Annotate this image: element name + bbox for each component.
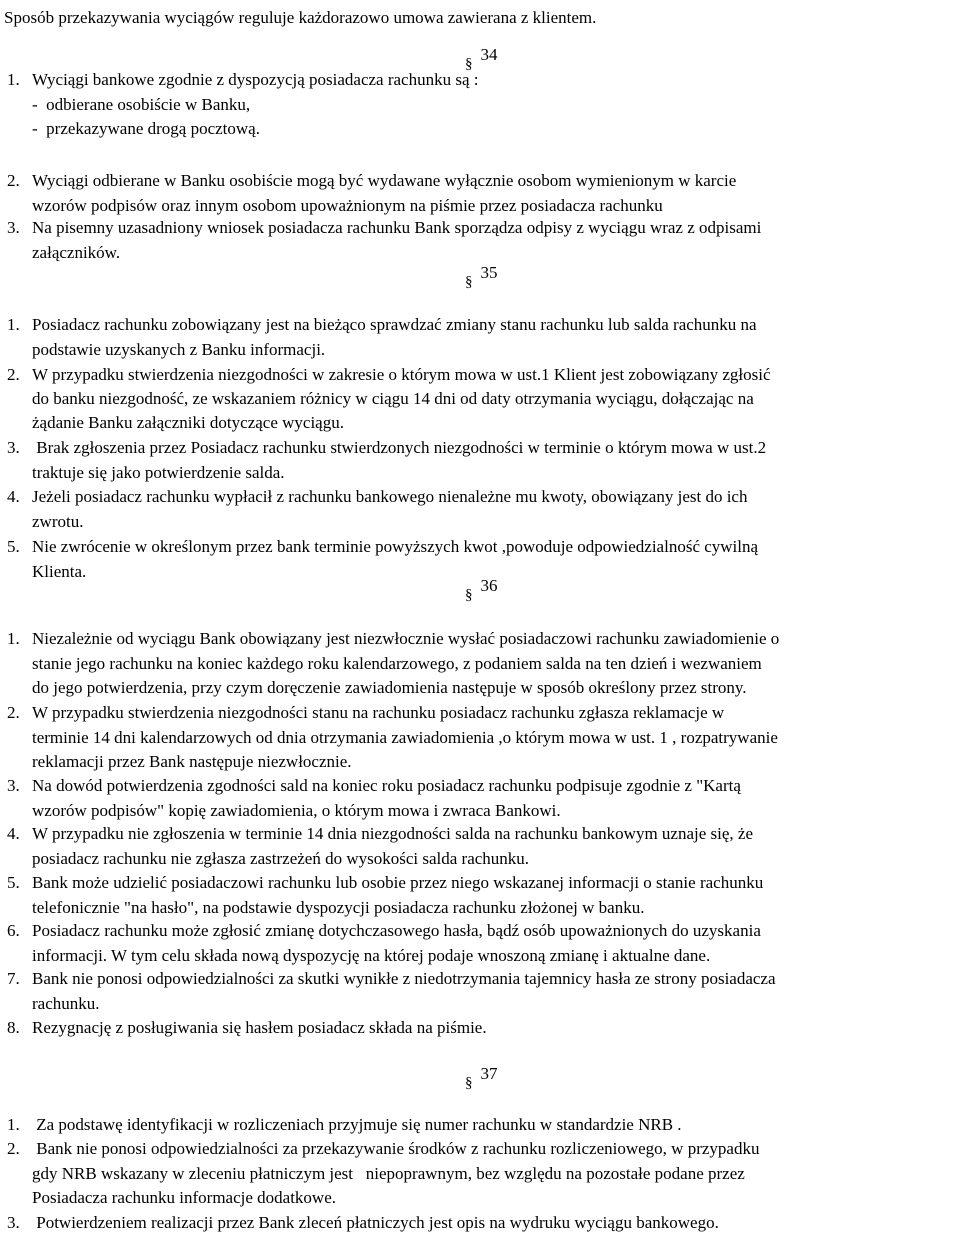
item-text-line: Klienta. [32,561,87,581]
item-number: 6. [7,921,20,940]
item-number: 2. [7,703,20,722]
item-number: 8. [7,1018,20,1037]
item-text-line: posiadacz rachunku nie zgłasza zastrzeżeń do wysokości salda rachunku. [32,848,530,868]
item-text-line: informacji. W tym celu składa nową dyspozycję na której podaje wnoszoną zmianę i aktualne dane. [32,945,711,965]
item-text-line: Bank może udzielić posiadaczowi rachunku lub osobie przez niego wskazanej informacji o stanie rachunku [32,873,764,892]
item-text-line: do jego potwierdzenia, przy czym doręczenie zawiadomienia następuje w sposób określony przez strony. [32,678,747,697]
item-text-line: zwrotu. [32,511,84,531]
item-number: 1. [7,70,20,89]
item-number: 3. [7,218,20,237]
item-text-line: do banku niezgodność, ze wskazaniem różnicy w ciągu 14 dni od daty otrzymania wyciągu, dołączając na [32,389,754,408]
item-text-line: Wyciągi bankowe zgodnie z dyspozycją posiadacza rachunku są : [32,70,479,89]
item-text-line: W przypadku stwierdzenia niezgodności stanu na rachunku posiadacz rachunku zgłasza reklamacje w [32,703,725,722]
item-number: 3. [7,776,20,795]
section-number: 37 [480,1064,498,1083]
item-number: 1. [7,629,20,648]
item-text-line: wzorów podpisów" kopię zawiadomienia, o którym mowa i zwraca Bankowi. [32,800,561,820]
item-text-line: Na dowód potwierdzenia zgodności sald na koniec roku posiadacz rachunku podpisuje zgodnie z "Kartą [32,776,741,795]
item-number: 4. [7,487,20,506]
item-number: 2. [7,171,20,190]
item-text-line: gdy NRB wskazany w zleceniu płatniczym jest niepoprawnym, bez względu na pozostałe podane przez [32,1163,745,1183]
section-number: 36 [480,576,498,595]
item-number: 7. [7,969,20,988]
section-symbol: § [465,1075,473,1091]
item-text-line: reklamacji przez Bank następuje niezwłocznie. [32,752,352,771]
item-text-line: Na pisemny uzasadniony wniosek posiadacza rachunku Bank sporządza odpisy z wyciągu wraz z odpisami [32,218,762,237]
item-number: 3. [7,1213,20,1232]
section-symbol: § [465,56,473,72]
item-text-line: W przypadku nie zgłoszenia w terminie 14 dnia niezgodności salda na rachunku bankowym uznaje się, że [32,824,753,843]
item-text-line: żądanie Banku załączniki dotyczące wyciągu. [32,413,344,432]
item-number: 2. [7,1139,20,1158]
item-number: 5. [7,537,20,556]
section-symbol: § [465,274,473,290]
item-text-line: traktuje się jako potwierdzenie salda. [32,462,285,482]
item-text-line: podstawie uzyskanych z Banku informacji. [32,340,326,359]
intro-paragraph: Sposób przekazywania wyciągów reguluje każdorazowo umowa zawierana z klientem. [4,8,597,27]
item-number: 2. [7,365,20,384]
section-number: 34 [480,45,498,64]
item-number: 1. [7,315,20,334]
item-text-line: Bank nie ponosi odpowiedzialności za skutki wynikłe z niedotrzymania tajemnicy hasła ze strony posiadacza [32,969,776,988]
item-text-line: Brak zgłoszenia przez Posiadacz rachunku stwierdzonych niezgodności w terminie o którym mowa w ust.2 [32,438,767,457]
item-text-line: - przekazywane drogą pocztową. [32,119,260,138]
item-number: 1. [7,1115,20,1134]
item-text-line: Posiadacz rachunku może zgłosić zmianę dotychczasowego hasła, bądź osób upoważnionych do uzyskania [32,921,761,940]
item-text-line: rachunku. [32,993,100,1013]
item-text-line: wzorów podpisów oraz innym osobom upoważnionym na piśmie przez posiadacza rachunku [32,195,663,215]
item-text-line: Jeżeli posiadacz rachunku wypłacił z rachunku bankowego nienależne mu kwoty, obowiązany jest do ich [32,487,748,506]
item-text-line: Nie zwrócenie w określonym przez bank terminie powyższych kwot ,powoduje odpowiedzialność cywilną [32,537,759,556]
section-heading [465,1063,498,1091]
item-text-line: Rezygnację z posługiwania się hasłem posiadacz składa na piśmie. [32,1018,487,1037]
item-text-line: Wyciągi odbierane w Banku osobiście mogą być wydawane wyłącznie osobom wymienionym w karcie [32,171,737,190]
section-symbol: § [465,587,473,603]
item-text-line: W przypadku stwierdzenia niezgodności w zakresie o którym mowa w ust.1 Klient jest zobowiązany zgłosić [32,365,771,384]
item-text-line: załączników. [32,242,121,262]
item-number: 3. [7,438,20,457]
item-text-line: Bank nie ponosi odpowiedzialności za przekazywanie środków z rachunku rozliczeniowego, w przypadku [32,1139,760,1158]
item-text-line: Niezależnie od wyciągu Bank obowiązany jest niezwłocznie wysłać posiadaczowi rachunku zawiadomienie o [32,629,780,648]
item-number: 4. [7,824,20,843]
item-number: 5. [7,873,20,892]
item-text-line: terminie 14 dni kalendarzowych od dnia otrzymania zawiadomienia ,o którym mowa w ust. 1 , rozpatrywanie [32,727,778,747]
item-text-line: Za podstawę identyfikacji w rozliczeniach przyjmuje się numer rachunku w standardzie NRB . [32,1115,682,1134]
item-text-line: Posiadacza rachunku informacje dodatkowe. [32,1188,336,1207]
item-text-line: Posiadacz rachunku zobowiązany jest na bieżąco sprawdzać zmiany stanu rachunku lub salda rachunku na [32,315,757,334]
section-heading [465,44,498,72]
section-heading [465,575,498,603]
item-text-line: telefonicznie "na hasło", na podstawie dyspozycji posiadacza rachunku złożonej w banku. [32,897,645,917]
item-text-line: Potwierdzeniem realizacji przez Bank zleceń płatniczych jest opis na wydruku wyciągu bankowego. [32,1213,719,1232]
item-text-line: stanie jego rachunku na koniec każdego roku kalendarzowego, z podaniem salda na ten dzień i wezwaniem [32,653,762,673]
item-text-line: - odbierane osobiście w Banku, [32,94,251,114]
section-heading [465,262,498,290]
section-number: 35 [480,263,498,282]
